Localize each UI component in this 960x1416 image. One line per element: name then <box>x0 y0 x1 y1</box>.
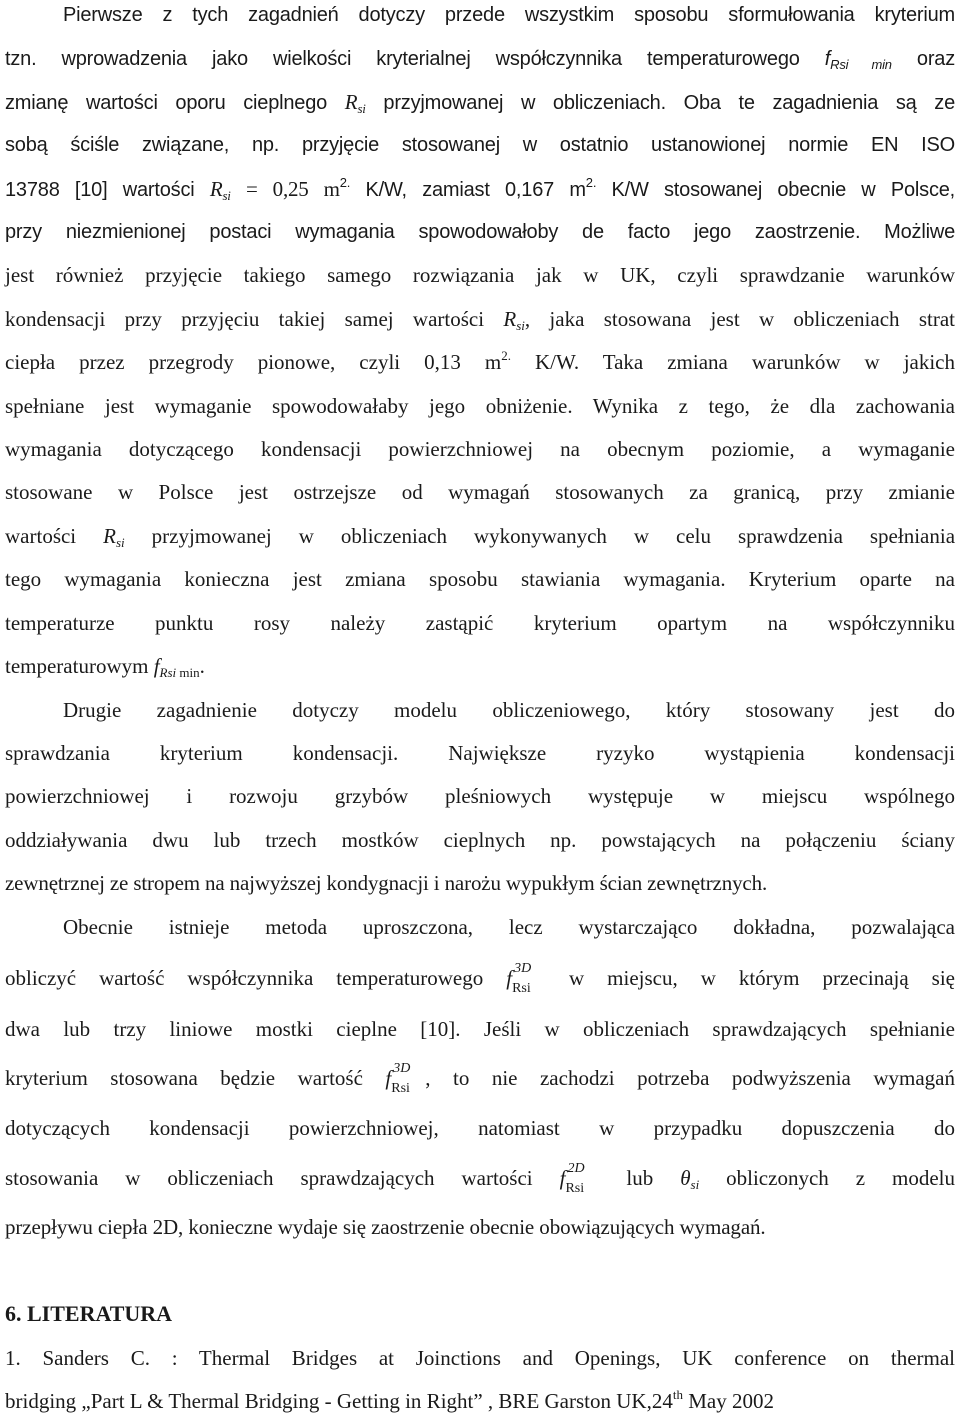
text: lub <box>626 1166 654 1190</box>
paragraph1-line11 <box>5 436 955 462</box>
text: przyjmowanej w obliczeniach wykonywanych w celu sprawdzenia spełniania <box>151 524 956 548</box>
paragraph2-line2 <box>5 740 955 766</box>
text: Obecnie istnieje metoda uproszczona, lecz wystarczająco dokładna, pozwalająca <box>63 915 955 939</box>
paragraph3-line6 <box>5 1161 955 1196</box>
text: jest również przyjęcie takiego samego rozwiązania jak w UK, czyli sprawdzanie warunków <box>5 263 955 287</box>
text: spełniane jest wymaganie spowodowałaby jego obniżenie. Wynika z tego, że dla zachowania <box>5 394 955 418</box>
paragraph3-line2 <box>5 961 956 996</box>
text: = 0,25 m <box>246 177 340 201</box>
paragraph1-line6 <box>5 219 955 245</box>
paragraph1-line9 <box>5 349 955 375</box>
text: Drugie zagadnienie dotyczy modelu obliczeniowego, który stosowany jest do <box>63 698 955 722</box>
paragraph2-line4 <box>5 827 955 853</box>
paragraph3-line4 <box>5 1061 955 1096</box>
symbol-rsi: $R_{si}$ <box>209 177 231 203</box>
text: stosowania w obliczeniach sprawdzających wartości <box>5 1166 533 1190</box>
text: oddziaływania dwu lub trzech mostków cieplnych np. powstających na połączeniu ściany <box>5 828 955 852</box>
paragraph3-line1 <box>5 914 955 940</box>
text: bridging „Part L & Thermal Bridging - Getting in Right” , BRE Garston UK,24 <box>5 1389 673 1413</box>
paragraph1-line12 <box>5 479 955 505</box>
reference-1-line1 <box>5 1345 955 1371</box>
paragraph2-line3 <box>5 783 955 809</box>
text: w miejscu, w którym przecinają się <box>569 966 956 990</box>
paragraph1-line4 <box>5 132 955 158</box>
text: dotyczących kondensacji powierzchniowej, natomiast w przypadku dopuszczenia do <box>5 1116 955 1140</box>
text: dwa lub trzy liniowe mostki cieplne [10]. Jeśli w obliczeniach sprawdzających spełnianie <box>5 1017 955 1041</box>
text: May 2002 <box>688 1389 774 1413</box>
text: 1. Sanders C. : Thermal Bridges at Joinctions and Openings, UK conference on thermal <box>5 1346 955 1370</box>
text: K/W stosowanej obecnie w Polsce, <box>611 179 956 201</box>
text: kondensacji przy przyjęciu takiej samej wartości <box>5 307 485 331</box>
text: K/W. Taka zmiana warunków w jakich <box>534 350 956 374</box>
text: temperaturze punktu rosy należy zastąpić kryterium opartym na współczynniku <box>5 611 955 635</box>
text: tego wymagania konieczna jest zmiana sposobu stawiania wymagania. Kryterium oparte na <box>5 567 955 591</box>
text: powierzchniowej i rozwoju grzybów pleśniowych występuje w miejscu wspólnego <box>5 784 955 808</box>
paragraph1-line7 <box>5 262 955 288</box>
reference-1-line2 <box>5 1388 955 1414</box>
symbol-f: $f_{Rsi min}$ <box>824 48 892 72</box>
symbol-theta-si: $\theta_{si}$ <box>680 1166 700 1192</box>
text: ciepła przez przegrody pionowe, czyli 0,13 m <box>5 350 502 374</box>
paragraph1-line8 <box>5 306 955 332</box>
text: tzn. wprowadzenia jako wielkości kryterialnej współczynnika temperaturowego <box>5 48 800 70</box>
superscript: 2. <box>501 348 511 363</box>
paragraph3-line5 <box>5 1115 955 1141</box>
symbol-f-rsi-3d: f 3D Rsi <box>385 1061 411 1096</box>
text: przy niezmienionej postaci wymagania spowodowałoby de facto jego zaostrzenie. Możliwe <box>5 221 955 243</box>
paragraph1-line13 <box>5 523 955 549</box>
symbol-f-rsi-3d: f 3D Rsi <box>506 961 532 996</box>
paragraph3-line7 <box>5 1214 955 1240</box>
text: sprawdzania kryterium kondensacji. Największe ryzyko wystąpienia kondensacji <box>5 741 955 765</box>
superscript: th <box>672 1387 683 1402</box>
text: wartości <box>5 524 77 548</box>
paragraph1-line14 <box>5 566 955 592</box>
text: temperaturowym <box>5 654 149 678</box>
symbol-f-rsi-2d: f 2D Rsi <box>559 1161 585 1196</box>
text: 6. LITERATURA <box>5 1301 173 1326</box>
text: zewnętrznej ze stropem na najwyższej kondygnacji i narożu wypukłym ścian zewnętrznych. <box>5 871 768 895</box>
paragraph2-line5 <box>5 870 955 896</box>
text: obliczyć wartość współczynnika temperaturowego <box>5 966 484 990</box>
paragraph1-line2 <box>5 46 955 72</box>
text: oraz <box>916 48 955 70</box>
text: wymagania dotyczącego kondensacji powierzchniowej na obecnym poziomie, a wymaganie <box>5 437 955 461</box>
text: , to nie zachodzi potrzeba podwyższenia wymagań <box>425 1066 955 1090</box>
symbol-f: $f_{Rsi min}$ <box>153 654 200 680</box>
text: przepływu ciepła 2D, konieczne wydaje się zaostrzenie obecnie obowiązujących wymagań. <box>5 1215 766 1239</box>
section-heading <box>5 1301 955 1327</box>
text: obliczonych z modelu <box>726 1166 955 1190</box>
text: , jaka stosowana jest w obliczeniach strat <box>524 307 955 331</box>
paragraph1-line5 <box>5 176 955 202</box>
text: Pierwsze z tych zagadnień dotyczy przede wszystkim sposobu sformułowania kryterium <box>63 4 955 26</box>
paragraph1-line10 <box>5 393 955 419</box>
text: przyjmowanej w obliczeniach. Oba te zagadnienia są ze <box>383 92 956 114</box>
text: stosowane w Polsce jest ostrzejsze od wymagań stosowanych za granicą, przy zmianie <box>5 480 955 504</box>
paragraph3-line3 <box>5 1016 955 1042</box>
text: sobą ściśle związane, np. przyjęcie stosowanej w ostatnio ustanowionej normie EN ISO <box>5 134 955 156</box>
text: zmianę wartości oporu cieplnego <box>5 92 328 114</box>
paragraph1-line1 <box>5 2 955 28</box>
superscript: 2. <box>339 175 351 190</box>
paragraph1-line3 <box>5 89 955 115</box>
paragraph1-line15 <box>5 610 955 636</box>
paragraph1-line16 <box>5 653 955 679</box>
text: K/W, zamiast 0,167 m <box>365 179 586 201</box>
text: kryterium stosowana będzie wartość <box>5 1066 363 1090</box>
text: 13788 [10] wartości <box>5 179 195 201</box>
text: . <box>199 654 205 678</box>
paragraph2-line1 <box>5 697 955 723</box>
symbol-rsi: $R_{si}$ <box>344 90 366 116</box>
superscript: 2. <box>585 175 597 190</box>
symbol-rsi: $R_{si}$ <box>503 307 525 333</box>
symbol-rsi: $R_{si}$ <box>103 524 125 550</box>
